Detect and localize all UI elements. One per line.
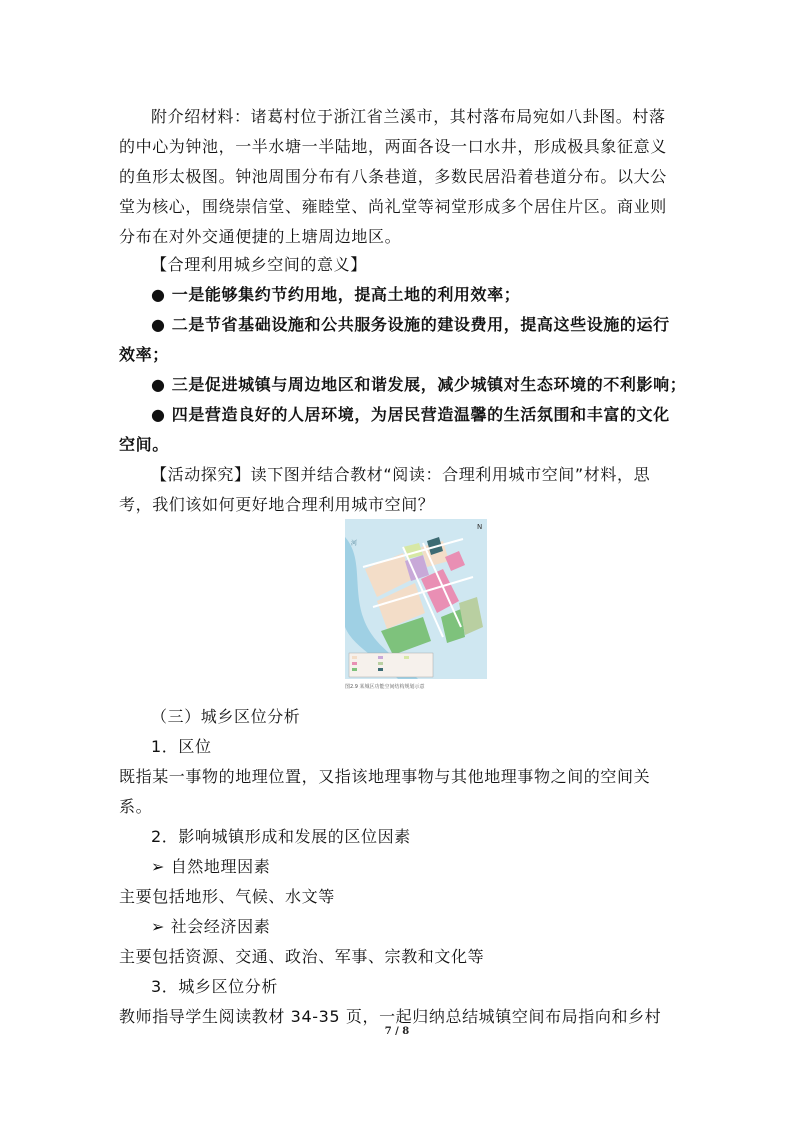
intro-material-paragraph: 附介绍材料：诸葛村位于浙江省兰溪市，其村落布局宛如八卦图。村落的中心为钟池，一半水塘一半陆地，两面各设一口水井，形成极具象征意义的鱼形太极图。钟池周围分布有八条巷道，多数民居沿着巷道分布。以大公堂为核心，围绕崇信堂、雍睦堂、尚礼堂等祠堂形成多个居住片区。商业则分布在对外交通便捷的上塘周边地区。: [119, 107, 667, 246]
significance-point-4: ● 四是营造良好的人居环境，为居民营造温馨的生活氛围和丰富的文化空间。: [119, 405, 670, 454]
legend-swatch-green: [352, 668, 357, 671]
activity-paragraph: 【活动探究】读下图并结合教材“阅读：合理利用城市空间”材料，思考，我们该如何更好地合理利用城市空间？: [119, 465, 651, 514]
item1-title: 1．区位: [151, 737, 212, 756]
natural-detail: 主要包括地形、气候、水文等: [119, 887, 335, 906]
legend-swatch-admin: [378, 668, 383, 671]
legend-swatch-sports: [404, 656, 409, 659]
significance-point-2: ● 二是节省基础设施和公共服务设施的建设费用，提高这些设施的运行效率；: [119, 315, 670, 364]
significance-point-3: ● 三是促进城镇与周边地区和谐发展，减少城镇对生态环境的不利影响；: [151, 375, 687, 394]
natural-factor: ➢ 自然地理因素: [151, 857, 271, 876]
item3-text: 教师指导学生阅读教材 34-35 页，一起归纳总结城镇空间布局指向和乡村: [119, 1007, 662, 1026]
map-legend: [349, 653, 433, 677]
legend-swatch-education: [378, 656, 383, 659]
river-label: 河: [351, 540, 358, 547]
north-arrow: N: [477, 523, 483, 531]
figure-caption: 图2.9 某城区功能空间结构规划示意: [345, 684, 425, 690]
item1-text: 既指某一事物的地理位置，又指该地理事物与其他地理事物之间的空间关系。: [119, 767, 651, 816]
legend-swatch-industry: [378, 662, 383, 665]
item3-title: 3．城乡区位分析: [151, 977, 278, 996]
section3-title: （三）城乡区位分析: [151, 707, 301, 726]
city-plan-map: [343, 517, 489, 692]
item2-title: 2．影响城镇形成和发展的区位因素: [151, 827, 411, 846]
social-factor: ➢ 社会经济因素: [151, 917, 271, 936]
significance-heading: 【合理利用城乡空间的意义】: [151, 255, 367, 274]
social-detail: 主要包括资源、交通、政治、军事、宗教和文化等: [119, 947, 485, 966]
page-number: 7 / 8: [384, 1026, 410, 1037]
legend-swatch-residential: [352, 656, 357, 659]
significance-point-1: ● 一是能够集约节约用地，提高土地的利用效率；: [151, 285, 521, 304]
city-plan-figure: [343, 517, 489, 692]
legend-swatch-commercial: [352, 662, 357, 665]
